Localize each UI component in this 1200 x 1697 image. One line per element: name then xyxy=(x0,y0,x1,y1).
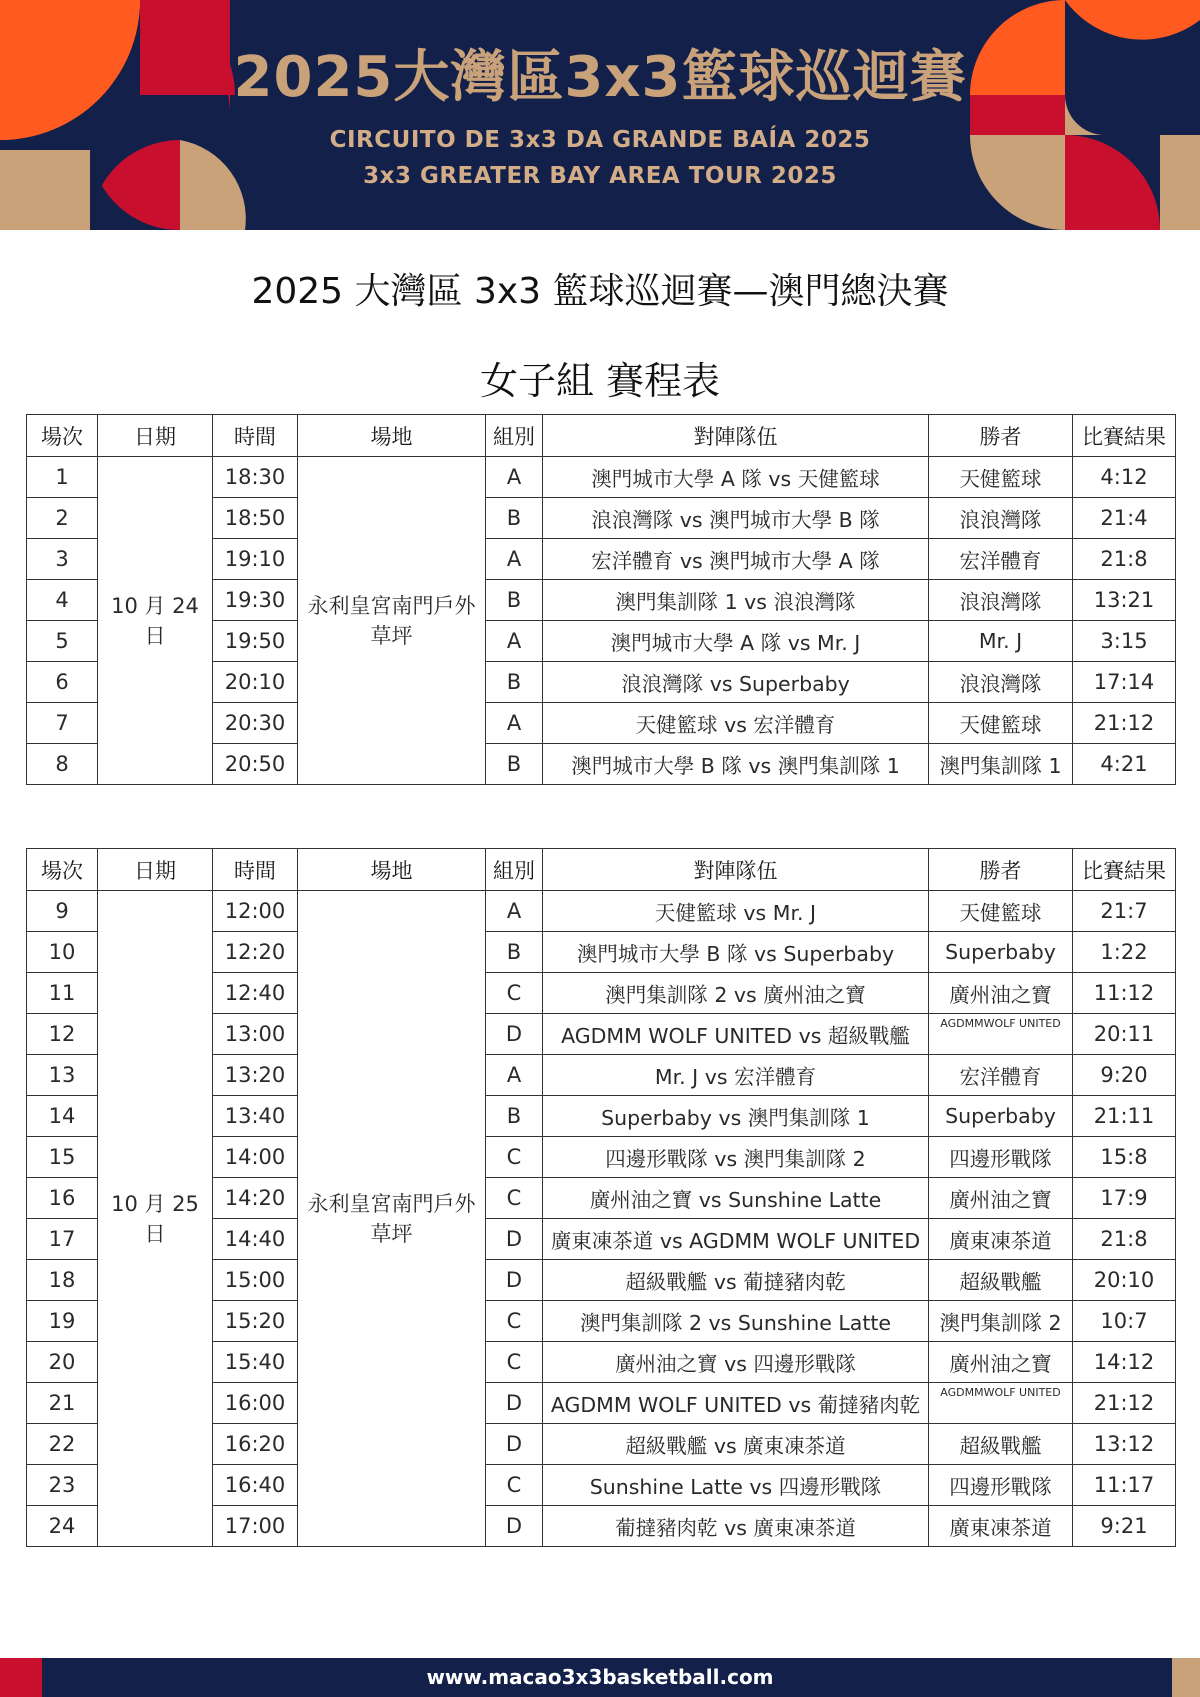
match-time: 17:00 xyxy=(213,1506,298,1547)
header-venue: 場地 xyxy=(298,849,486,891)
header-date: 日期 xyxy=(98,415,213,457)
match-winner: 廣州油之寶 xyxy=(929,973,1073,1014)
banner-title: 2025大灣區3x3籃球巡迴賽 xyxy=(233,45,967,110)
match-winner: 超級戰艦 xyxy=(929,1424,1073,1465)
match-group: C xyxy=(486,1301,543,1342)
match-group: A xyxy=(486,621,543,662)
match-result: 3:15 xyxy=(1073,621,1176,662)
match-number: 22 xyxy=(27,1424,98,1465)
match-group: D xyxy=(486,1260,543,1301)
match-number: 9 xyxy=(27,891,98,932)
match-time: 15:20 xyxy=(213,1301,298,1342)
header-winner: 勝者 xyxy=(929,849,1073,891)
match-time: 15:00 xyxy=(213,1260,298,1301)
header-result: 比賽結果 xyxy=(1073,415,1176,457)
header-date: 日期 xyxy=(98,849,213,891)
match-group: A xyxy=(486,703,543,744)
match-group: B xyxy=(486,744,543,785)
header-winner: 勝者 xyxy=(929,415,1073,457)
match-time: 13:40 xyxy=(213,1096,298,1137)
matchup-teams: 澳門集訓隊 1 vs 浪浪灣隊 xyxy=(543,580,929,621)
match-result: 21:12 xyxy=(1073,1383,1176,1424)
header-time: 時間 xyxy=(213,849,298,891)
match-date: 10 月 25 日 xyxy=(98,891,213,1547)
match-winner: 宏洋體育 xyxy=(929,1055,1073,1096)
match-time: 12:20 xyxy=(213,932,298,973)
match-number: 4 xyxy=(27,580,98,621)
match-time: 19:30 xyxy=(213,580,298,621)
matchup-teams: 超級戰艦 vs 廣東凍茶道 xyxy=(543,1424,929,1465)
match-result: 13:12 xyxy=(1073,1424,1176,1465)
table-header-row xyxy=(27,849,1176,891)
header-time: 時間 xyxy=(213,415,298,457)
match-winner: 澳門集訓隊 1 xyxy=(929,744,1073,785)
match-number: 5 xyxy=(27,621,98,662)
match-winner: Superbaby xyxy=(929,932,1073,973)
matchup-teams: 澳門城市大學 B 隊 vs Superbaby xyxy=(543,932,929,973)
matchup-teams: AGDMM WOLF UNITED vs 葡撻豬肉乾 xyxy=(543,1383,929,1424)
match-time: 16:00 xyxy=(213,1383,298,1424)
footer-bar xyxy=(0,1658,1200,1697)
match-result: 4:21 xyxy=(1073,744,1176,785)
match-result: 11:17 xyxy=(1073,1465,1176,1506)
matchup-teams: 澳門集訓隊 2 vs 廣州油之寶 xyxy=(543,973,929,1014)
match-result: 21:4 xyxy=(1073,498,1176,539)
match-winner: 宏洋體育 xyxy=(929,539,1073,580)
match-time: 20:50 xyxy=(213,744,298,785)
match-group: C xyxy=(486,973,543,1014)
match-number: 3 xyxy=(27,539,98,580)
match-winner: 澳門集訓隊 2 xyxy=(929,1301,1073,1342)
match-number: 2 xyxy=(27,498,98,539)
match-time: 15:40 xyxy=(213,1342,298,1383)
match-result: 4:12 xyxy=(1073,457,1176,498)
match-group: B xyxy=(486,580,543,621)
match-winner: 四邊形戰隊 xyxy=(929,1137,1073,1178)
match-winner: Superbaby xyxy=(929,1096,1073,1137)
decorative-geometric-pattern-right xyxy=(970,0,1200,230)
match-number: 16 xyxy=(27,1178,98,1219)
match-time: 12:40 xyxy=(213,973,298,1014)
match-winner: 廣州油之寶 xyxy=(929,1178,1073,1219)
matchup-teams: 宏洋體育 vs 澳門城市大學 A 隊 xyxy=(543,539,929,580)
matchup-teams: 澳門城市大學 A 隊 vs Mr. J xyxy=(543,621,929,662)
match-number: 15 xyxy=(27,1137,98,1178)
page-title: 2025 大灣區 3x3 籃球巡迴賽—澳門總決賽 xyxy=(251,271,949,312)
match-group: A xyxy=(486,1055,543,1096)
match-winner: 天健籃球 xyxy=(929,891,1073,932)
header-matchup: 對陣隊伍 xyxy=(543,415,929,457)
match-result: 21:11 xyxy=(1073,1096,1176,1137)
match-number: 7 xyxy=(27,703,98,744)
match-group: C xyxy=(486,1137,543,1178)
match-time: 16:40 xyxy=(213,1465,298,1506)
match-result: 21:12 xyxy=(1073,703,1176,744)
matchup-teams: 廣東凍茶道 vs AGDMM WOLF UNITED xyxy=(543,1219,929,1260)
match-number: 24 xyxy=(27,1506,98,1547)
matchup-teams: 廣州油之寶 vs Sunshine Latte xyxy=(543,1178,929,1219)
schedule-table-day1 xyxy=(26,414,1176,785)
match-group: D xyxy=(486,1219,543,1260)
match-group: C xyxy=(486,1465,543,1506)
match-time: 16:20 xyxy=(213,1424,298,1465)
match-time: 13:20 xyxy=(213,1055,298,1096)
match-winner: 浪浪灣隊 xyxy=(929,580,1073,621)
match-group: B xyxy=(486,498,543,539)
match-group: A xyxy=(486,457,543,498)
header-match-no: 場次 xyxy=(27,849,98,891)
match-result: 21:8 xyxy=(1073,1219,1176,1260)
match-result: 1:22 xyxy=(1073,932,1176,973)
match-winner: AGDMMWOLF UNITED xyxy=(929,1383,1073,1424)
match-group: D xyxy=(486,1014,543,1055)
match-time: 18:30 xyxy=(213,457,298,498)
match-winner: 超級戰艦 xyxy=(929,1260,1073,1301)
match-time: 14:00 xyxy=(213,1137,298,1178)
match-group: B xyxy=(486,932,543,973)
header-result: 比賽結果 xyxy=(1073,849,1176,891)
matchup-teams: Mr. J vs 宏洋體育 xyxy=(543,1055,929,1096)
match-winner: Mr. J xyxy=(929,621,1073,662)
match-time: 18:50 xyxy=(213,498,298,539)
table-row xyxy=(27,891,1176,932)
header-banner xyxy=(0,0,1200,230)
table-header-row xyxy=(27,415,1176,457)
match-result: 11:12 xyxy=(1073,973,1176,1014)
match-group: D xyxy=(486,1424,543,1465)
match-number: 21 xyxy=(27,1383,98,1424)
match-time: 20:10 xyxy=(213,662,298,703)
matchup-teams: 超級戰艦 vs 葡撻豬肉乾 xyxy=(543,1260,929,1301)
match-result: 13:21 xyxy=(1073,580,1176,621)
match-number: 20 xyxy=(27,1342,98,1383)
match-result: 9:20 xyxy=(1073,1055,1176,1096)
match-group: C xyxy=(486,1178,543,1219)
header-group: 組別 xyxy=(486,849,543,891)
match-time: 19:10 xyxy=(213,539,298,580)
matchup-teams: 浪浪灣隊 vs Superbaby xyxy=(543,662,929,703)
match-winner: 廣東凍茶道 xyxy=(929,1219,1073,1260)
match-time: 19:50 xyxy=(213,621,298,662)
match-number: 12 xyxy=(27,1014,98,1055)
matchup-teams: 浪浪灣隊 vs 澳門城市大學 B 隊 xyxy=(543,498,929,539)
matchup-teams: 澳門集訓隊 2 vs Sunshine Latte xyxy=(543,1301,929,1342)
match-number: 13 xyxy=(27,1055,98,1096)
decorative-geometric-pattern-left xyxy=(0,0,260,230)
match-winner: 浪浪灣隊 xyxy=(929,498,1073,539)
match-number: 19 xyxy=(27,1301,98,1342)
match-number: 17 xyxy=(27,1219,98,1260)
match-group: B xyxy=(486,1096,543,1137)
matchup-teams: 葡撻豬肉乾 vs 廣東凍茶道 xyxy=(543,1506,929,1547)
match-winner: 四邊形戰隊 xyxy=(929,1465,1073,1506)
match-group: A xyxy=(486,891,543,932)
schedule-body-day2 xyxy=(27,891,1176,1547)
match-winner: 浪浪灣隊 xyxy=(929,662,1073,703)
matchup-teams: 四邊形戰隊 vs 澳門集訓隊 2 xyxy=(543,1137,929,1178)
matchup-teams: Superbaby vs 澳門集訓隊 1 xyxy=(543,1096,929,1137)
match-time: 20:30 xyxy=(213,703,298,744)
matchup-teams: 天健籃球 vs Mr. J xyxy=(543,891,929,932)
match-number: 18 xyxy=(27,1260,98,1301)
schedule-table-day2 xyxy=(26,848,1176,1547)
match-number: 10 xyxy=(27,932,98,973)
match-winner: 天健籃球 xyxy=(929,457,1073,498)
header-venue: 場地 xyxy=(298,415,486,457)
header-match-no: 場次 xyxy=(27,415,98,457)
match-winner: 廣州油之寶 xyxy=(929,1342,1073,1383)
matchup-teams: 澳門城市大學 A 隊 vs 天健籃球 xyxy=(543,457,929,498)
match-result: 15:8 xyxy=(1073,1137,1176,1178)
match-number: 8 xyxy=(27,744,98,785)
match-group: D xyxy=(486,1506,543,1547)
match-result: 21:7 xyxy=(1073,891,1176,932)
website-link[interactable]: www.macao3x3basketball.com xyxy=(426,1665,774,1689)
match-result: 9:21 xyxy=(1073,1506,1176,1547)
match-number: 1 xyxy=(27,457,98,498)
schedule-body-day1 xyxy=(27,457,1176,785)
matchup-teams: 天健籃球 vs 宏洋體育 xyxy=(543,703,929,744)
matchup-teams: AGDMM WOLF UNITED vs 超級戰艦 xyxy=(543,1014,929,1055)
match-winner: 天健籃球 xyxy=(929,703,1073,744)
match-result: 17:9 xyxy=(1073,1178,1176,1219)
match-number: 6 xyxy=(27,662,98,703)
match-time: 12:00 xyxy=(213,891,298,932)
match-venue: 永利皇宮南門戶外草坪 xyxy=(298,457,486,785)
match-time: 14:40 xyxy=(213,1219,298,1260)
banner-subtitle-portuguese: CIRCUITO DE 3x3 DA GRANDE BAÍA 2025 xyxy=(329,127,871,153)
matchup-teams: 澳門城市大學 B 隊 vs 澳門集訓隊 1 xyxy=(543,744,929,785)
match-group: C xyxy=(486,1342,543,1383)
header-matchup: 對陣隊伍 xyxy=(543,849,929,891)
match-result: 17:14 xyxy=(1073,662,1176,703)
match-winner: AGDMMWOLF UNITED xyxy=(929,1014,1073,1055)
match-group: A xyxy=(486,539,543,580)
table-row xyxy=(27,457,1176,498)
matchup-teams: 廣州油之寶 vs 四邊形戰隊 xyxy=(543,1342,929,1383)
matchup-teams: Sunshine Latte vs 四邊形戰隊 xyxy=(543,1465,929,1506)
match-group: D xyxy=(486,1383,543,1424)
match-time: 14:20 xyxy=(213,1178,298,1219)
match-date: 10 月 24 日 xyxy=(98,457,213,785)
match-result: 20:10 xyxy=(1073,1260,1176,1301)
header-group: 組別 xyxy=(486,415,543,457)
match-group: B xyxy=(486,662,543,703)
banner-subtitle-english: 3x3 GREATER BAY AREA TOUR 2025 xyxy=(363,163,837,189)
match-result: 14:12 xyxy=(1073,1342,1176,1383)
schedule-subtitle: 女子組 賽程表 xyxy=(479,359,721,403)
match-winner: 廣東凍茶道 xyxy=(929,1506,1073,1547)
match-result: 20:11 xyxy=(1073,1014,1176,1055)
match-number: 14 xyxy=(27,1096,98,1137)
match-result: 10:7 xyxy=(1073,1301,1176,1342)
match-result: 21:8 xyxy=(1073,539,1176,580)
match-number: 23 xyxy=(27,1465,98,1506)
match-time: 13:00 xyxy=(213,1014,298,1055)
match-venue: 永利皇宮南門戶外草坪 xyxy=(298,891,486,1547)
match-number: 11 xyxy=(27,973,98,1014)
